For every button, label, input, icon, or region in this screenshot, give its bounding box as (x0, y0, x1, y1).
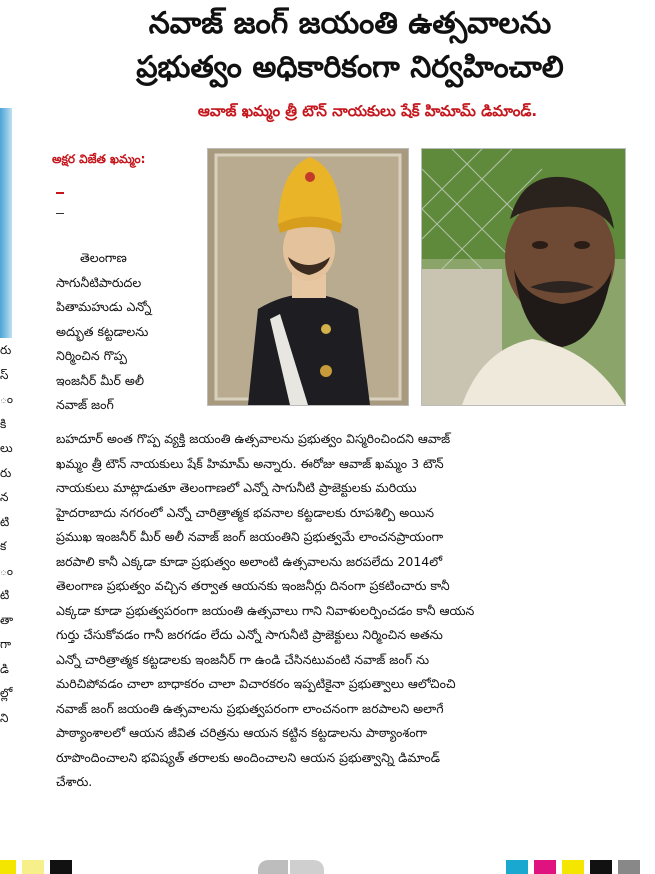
portrait-illustration (208, 149, 408, 405)
spokesperson-illustration (422, 149, 625, 405)
body-prefix-line: నిర్మించిన గొప్ప (56, 348, 127, 363)
headline (60, 2, 640, 90)
body-prefix-line: పితామహుడు ఎన్నో (56, 299, 152, 314)
body-line: ఖమ్మం త్రీ టౌన్ నాయకులు షేక్ హిమామ్ అన్నారు. ఈరోజు ఆవాజ్ ఖమ్మం 3 టౌన్ (56, 455, 444, 471)
body-line: చేశారు. (56, 774, 93, 789)
print-mark-black-2 (590, 860, 612, 874)
body-line: ప్రముఖ ఇంజనీర్ మీర్ అలీ నవాజ్ జంగ్ జయంతిని ప్రభుత్వమే లాంచనప్రాయంగా (56, 529, 444, 544)
headline-line-1: నవాజ్ జంగ్ జయంతి ఉత్సవాలను (148, 6, 552, 41)
print-mark-grey-3 (618, 860, 640, 874)
body-line: ఎక్కడా కూడా ప్రభుత్వపరంగా జయంతి ఉత్సవాలు గాని నివాళులర్పించడం కానీ ఆయన (56, 602, 475, 618)
subheadline: ఆవాజ్ ఖమ్మం త్రీ టౌన్ నాయకులు షేక్ హిమామ్ డిమాండ్. (197, 102, 538, 120)
print-mark-light-yellow (22, 860, 44, 874)
body-line: మరిచిపోవడం చాలా బాధాకరం చాలా విచారకరం ఇప్పటికైనా ప్రభుత్వాలు ఆలోచించి (56, 676, 456, 691)
headline-line-2: ప్రభుత్వం అధికారికంగా నిర్వహించాలి (136, 50, 564, 85)
body-line: పాఠ్యాంశాలలో ఆయన జీవిత చరిత్రను ఆయన కట్టిన కట్టడాలను పాఠ్యాంశంగా (56, 725, 428, 740)
body-line: ఎన్నో చారిత్రాత్మక కట్టడాలకు ఇంజనీర్ గా ఉండి చేసినటువంటి నవాజ్ జంగ్ ను (56, 651, 430, 667)
print-mark-yellow (0, 860, 16, 874)
print-mark-grey-2 (290, 860, 324, 874)
left-column-fragment: స్ (0, 367, 9, 382)
print-mark-grey (258, 860, 288, 874)
print-mark-black (50, 860, 72, 874)
left-column-fragment: ని (0, 710, 9, 725)
spokesperson-photo (421, 148, 626, 406)
body-line: జరపాలి కానీ ఎక్కడా కూడా ప్రభుత్వం అలాంటి ఉత్సవాలను జరపలేదు 2014లో (56, 553, 443, 569)
body-line: నాయకులు మాట్లాడుతూ తెలంగాణలో ఎన్నో సాగునీటి ప్రాజెక్టులకు మరియు (56, 480, 417, 495)
left-column-fragment: టి (0, 514, 10, 529)
adjacent-article-photo-edge (0, 108, 12, 338)
byline: అక్షర విజేత ఖమ్మం: (52, 152, 146, 166)
body-line: తెలంగాణ ప్రభుత్వం వచ్చిన తర్వాత ఆయనకు ఇంజనీర్లు దినంగా ప్రకటించారు కానీ (56, 578, 450, 593)
body-prefix-line: ఇంజనీర్ మీర్ అలీ (56, 372, 145, 388)
left-column-fragment: ం (0, 392, 14, 406)
body-prefix-line: నవాజ్ జంగ్ (56, 397, 114, 412)
left-column-fragment: ం (0, 563, 14, 578)
print-mark-cyan (506, 860, 528, 874)
left-column-fragment: రు (0, 343, 12, 357)
body-line: బహదూర్ అంత గొప్ప వ్యక్తి జయంతి ఉత్సవాలను ప్రభుత్వం విస్మరించిందని ఆవాజ్ (56, 431, 451, 446)
print-mark-magenta (534, 860, 556, 874)
left-column-fragment: క (0, 539, 7, 553)
byline-dash (56, 192, 64, 194)
body-line: నవాజ్ జంగ్ జయంతి ఉత్సవాలను ప్రభుత్వపరంగా లాంచనంగా జరపాలని అలాగే (56, 700, 444, 716)
left-column-fragment: న (0, 490, 9, 504)
article-body-prefix (56, 246, 204, 418)
left-column-fragment: లు (0, 441, 13, 455)
left-column-fragment: కి (0, 416, 7, 431)
historical-portrait-photo (207, 148, 409, 406)
left-column-fragment: ల్లో (0, 686, 13, 700)
left-column-fragment: టి (0, 588, 10, 602)
body-line: హైదరాబాదు నగరంలో ఎన్నో చారిత్రాత్మక భవనాల కట్టడాలకు రూపశిల్పి అయిన (56, 504, 435, 520)
body-line: రూపొందించాలని భవిష్యత్ తరాలకు అందించాలని ఆయన ప్రభుత్వాన్ని డిమాండ్ (56, 749, 441, 765)
left-column-fragment: తా (0, 612, 14, 627)
left-column-fragment: గా (0, 637, 12, 651)
body-prefix-line: తెలంగాణ (80, 250, 127, 265)
byline-rule (56, 213, 64, 214)
body-prefix-line: సాగునీటిపారుదల (56, 274, 142, 290)
left-column-fragment: రు (0, 465, 12, 480)
body-line: గుర్తు చేసుకోవడం గానీ జరగడం లేదు ఎన్నో సాగునీటి ప్రాజెక్టులు నిర్మించిన అతను (56, 627, 443, 642)
article-body (56, 427, 646, 795)
body-prefix-line: అద్భుత కట్టడాలను (56, 323, 149, 339)
adjacent-article-text-fragments (0, 338, 14, 730)
print-mark-yellow-2 (562, 860, 584, 874)
left-column-fragment: డి (0, 661, 9, 676)
